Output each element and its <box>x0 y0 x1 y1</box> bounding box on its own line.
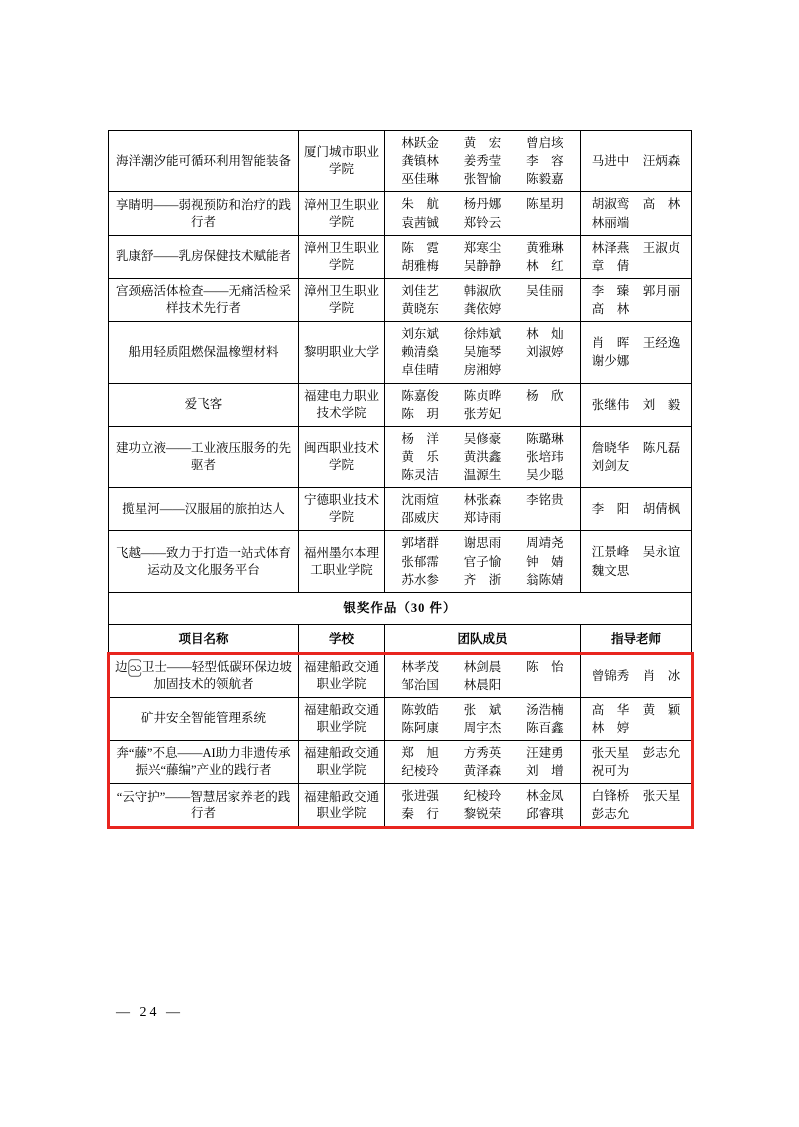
teacher-name: 吴永谊 <box>642 545 681 560</box>
teacher-name: 刘剑友 <box>591 458 630 473</box>
advisor-teachers-cell <box>581 784 692 827</box>
teacher-name <box>636 457 687 475</box>
member-name: 杨 欣 <box>526 388 564 403</box>
project-name-cell: 揽星河——汉服届的旅拍达人 <box>109 488 299 531</box>
member-name: 陈星玥 <box>526 197 564 212</box>
member-name: 郑诗雨 <box>463 511 502 526</box>
team-members-cell <box>385 697 581 740</box>
member-name: 林跃金 <box>401 136 439 150</box>
member-name: 吴佳丽 <box>526 283 564 298</box>
school-name-cell: 厦门城市职业学院 <box>299 131 385 192</box>
teacher-name: 汪炳森 <box>642 154 681 169</box>
member-name <box>514 300 576 318</box>
advisor-teachers-cell <box>581 131 692 192</box>
member-name <box>514 509 576 527</box>
column-header-project: 项目名称 <box>109 624 299 654</box>
teacher-name <box>636 352 687 370</box>
member-name: 林剑晨 <box>463 659 502 674</box>
teacher-name <box>636 719 687 737</box>
member-name: 纪棱玲 <box>463 789 502 804</box>
page-number <box>108 1005 691 1021</box>
team-members-cell <box>385 654 581 697</box>
teacher-name: 江景峰 <box>591 545 630 560</box>
member-name: 杨丹娜 <box>463 197 502 212</box>
team-members-cell <box>385 383 581 426</box>
section-heading-row <box>109 592 692 624</box>
table-row <box>109 192 692 235</box>
member-name: 张培玮 <box>526 449 564 464</box>
school-name-cell: 福建船政交通职业学院 <box>299 654 385 697</box>
school-name-cell: 福建船政交通职业学院 <box>299 741 385 784</box>
teacher-name: 林丽端 <box>591 215 630 230</box>
member-name: 陈灵洁 <box>401 468 439 482</box>
project-name-cell: 建功立液——工业液压服务的先驱者 <box>109 426 299 487</box>
table-row <box>109 235 692 278</box>
teacher-name: 章 倩 <box>591 258 630 273</box>
member-name: 郭堵群 <box>401 536 439 551</box>
school-name-cell: 黎明职业大学 <box>299 322 385 383</box>
team-members-cell <box>385 426 581 487</box>
project-name-cell: “云守护”——智慧居家养老的践行者 <box>109 784 299 827</box>
member-name: 陈 霓 <box>401 240 439 255</box>
member-name: 陈璐琳 <box>526 431 564 446</box>
member-name: 陈 怡 <box>526 659 564 674</box>
member-name: 刘 增 <box>526 764 564 779</box>
school-name-cell: 福建电力职业技术学院 <box>299 383 385 426</box>
member-name: 齐 浙 <box>463 572 502 587</box>
table-row <box>109 654 692 697</box>
project-name-cell: 爱飞客 <box>109 383 299 426</box>
member-name: 黄洪鑫 <box>463 449 502 464</box>
member-name: 温源生 <box>463 468 502 482</box>
school-name-cell: 福建船政交通职业学院 <box>299 784 385 827</box>
member-name: 林 红 <box>526 258 564 273</box>
advisor-teachers-cell <box>581 697 692 740</box>
teacher-name: 彭志允 <box>642 746 681 760</box>
team-members-cell <box>385 235 581 278</box>
teacher-name: 高 华 <box>591 702 630 717</box>
member-name: 曾启垓 <box>526 136 564 150</box>
teacher-name: 高 林 <box>642 197 681 212</box>
member-name: 郑铃云 <box>463 215 502 230</box>
column-header-members: 团队成员 <box>385 624 581 654</box>
advisor-teachers-cell <box>581 383 692 426</box>
table-row <box>109 426 692 487</box>
member-name: 姜秀莹 <box>463 154 502 169</box>
member-name: 朱 航 <box>401 197 439 212</box>
team-members-cell <box>385 192 581 235</box>
teacher-name: 肖 晖 <box>591 336 630 351</box>
teacher-name: 黄 颖 <box>642 702 681 717</box>
teacher-name: 张天星 <box>591 746 630 760</box>
teacher-name <box>636 562 687 580</box>
teacher-name: 彭志允 <box>591 807 630 822</box>
team-members-cell <box>385 278 581 321</box>
school-name-cell: 闽西职业技术学院 <box>299 426 385 487</box>
member-name: 张郁霈 <box>401 554 439 569</box>
member-name: 吴少聪 <box>526 468 564 482</box>
member-name <box>514 361 576 379</box>
member-name: 汪建勇 <box>526 746 564 760</box>
member-name: 周靖尧 <box>526 536 564 551</box>
teacher-name: 马进中 <box>591 154 630 169</box>
member-name: 林张森 <box>463 493 502 508</box>
teacher-name: 詹晓华 <box>591 440 630 455</box>
member-name: 吴静静 <box>463 258 502 273</box>
member-name: 龚依婷 <box>463 302 502 316</box>
member-name: 李铭贵 <box>526 493 564 508</box>
project-name-cell: 边ဩ卫士——轻型低碳环保边坡加固技术的领航者 <box>109 654 299 697</box>
member-name: 方秀英 <box>463 746 502 760</box>
teacher-name: 陈凡磊 <box>642 440 681 455</box>
member-name: 韩淑欣 <box>463 283 502 298</box>
table-row <box>109 278 692 321</box>
school-name-cell: 漳州卫生职业学院 <box>299 192 385 235</box>
teacher-name: 林泽燕 <box>591 240 630 255</box>
advisor-teachers-cell <box>581 278 692 321</box>
advisor-teachers-cell <box>581 426 692 487</box>
team-members-cell <box>385 488 581 531</box>
member-name: 陈敦皓 <box>401 702 439 717</box>
member-name: 陈 玥 <box>401 406 439 421</box>
member-name: 黎锐荣 <box>463 807 502 822</box>
teacher-name: 肖 冰 <box>642 668 681 683</box>
member-name: 赖清燊 <box>401 345 439 360</box>
table-row <box>109 383 692 426</box>
section-heading: 银奖作品（30 件） <box>109 592 692 624</box>
member-name: 陈毅嘉 <box>526 172 564 187</box>
member-name: 陈百鑫 <box>526 720 564 735</box>
teacher-name <box>636 214 687 232</box>
table-row <box>109 741 692 784</box>
school-name-cell: 福建船政交通职业学院 <box>299 697 385 740</box>
teacher-name: 高 林 <box>591 302 630 316</box>
member-name: 张智愉 <box>463 172 502 187</box>
project-name-cell: 飞越——致力于打造一站式体育运动及文化服务平台 <box>109 531 299 592</box>
teacher-name: 王经逸 <box>642 336 681 351</box>
teacher-name <box>636 762 687 780</box>
member-name: 纪棱玲 <box>401 764 439 779</box>
school-name-cell: 漳州卫生职业学院 <box>299 278 385 321</box>
member-name: 林晨阳 <box>463 677 502 692</box>
member-name: 官子愉 <box>463 554 502 569</box>
member-name: 汤浩楠 <box>526 702 564 717</box>
member-name: 徐炜斌 <box>463 327 502 342</box>
table-row <box>109 697 692 740</box>
project-name-cell: 船用轻质阻燃保温橡塑材料 <box>109 322 299 383</box>
member-name: 林金凤 <box>526 789 564 804</box>
teacher-name: 祝可为 <box>591 764 630 779</box>
column-header-school: 学校 <box>299 624 385 654</box>
advisor-teachers-cell <box>581 192 692 235</box>
member-name: 周宇杰 <box>463 720 502 735</box>
advisor-teachers-cell <box>581 322 692 383</box>
member-name: 翁陈婧 <box>526 572 564 587</box>
award-list-table-container <box>108 130 691 828</box>
member-name: 黄 乐 <box>401 449 439 464</box>
member-name: 房湘婷 <box>463 363 502 378</box>
teacher-name: 谢少娜 <box>591 354 630 369</box>
table-row <box>109 322 692 383</box>
team-members-cell <box>385 531 581 592</box>
advisor-teachers-cell <box>581 531 692 592</box>
project-name-cell: 海洋潮汐能可循环利用智能装备 <box>109 131 299 192</box>
teacher-name: 林 婷 <box>591 720 630 735</box>
teacher-name: 白锋桥 <box>591 789 630 804</box>
table-row <box>109 131 692 192</box>
teacher-name: 胡倩枫 <box>642 502 681 517</box>
teacher-name: 郭月丽 <box>642 283 681 298</box>
member-name: 邹治国 <box>401 677 439 692</box>
member-name: 巫佳琳 <box>401 172 439 187</box>
member-name: 张芳妃 <box>463 406 502 421</box>
member-name: 张 斌 <box>463 702 502 717</box>
project-name-cell: 享睛明——弱视预防和治疗的践行者 <box>109 192 299 235</box>
project-name-cell: 宫颈癌活体检查——无痛活检采样技术先行者 <box>109 278 299 321</box>
teacher-name: 张天星 <box>642 789 681 804</box>
team-members-cell <box>385 322 581 383</box>
member-name: 黄泽森 <box>463 764 502 779</box>
project-name-cell: 奔“藤”不息——AI助力非遗传承振兴“藤编”产业的践行者 <box>109 741 299 784</box>
member-name: 黄 宏 <box>463 136 502 150</box>
project-name-cell: 矿井安全智能管理系统 <box>109 697 299 740</box>
advisor-teachers-cell <box>581 488 692 531</box>
member-name <box>514 214 576 232</box>
member-name: 袁茜铖 <box>401 215 439 230</box>
award-list-table <box>108 130 692 828</box>
teacher-name: 张继伟 <box>591 397 630 412</box>
member-name: 杨 洋 <box>401 431 439 446</box>
member-name: 刘佳艺 <box>401 283 439 298</box>
member-name: 龚镇林 <box>401 154 439 169</box>
teacher-name: 曾锦秀 <box>591 668 630 683</box>
table-row <box>109 784 692 827</box>
member-name: 郑 旭 <box>401 746 439 760</box>
member-name: 秦 行 <box>401 807 439 822</box>
project-name-cell: 乳康舒——乳房保健技术赋能者 <box>109 235 299 278</box>
table-row <box>109 531 692 592</box>
teacher-name: 王淑贞 <box>642 240 681 255</box>
member-name: 陈贞晔 <box>463 388 502 403</box>
member-name <box>514 676 576 694</box>
teacher-name: 刘 毅 <box>642 397 681 412</box>
table-row <box>109 488 692 531</box>
member-name: 黄晓东 <box>401 302 439 316</box>
member-name: 林 灿 <box>526 327 564 342</box>
member-name: 胡雅梅 <box>401 258 439 273</box>
member-name: 刘东斌 <box>401 327 439 342</box>
teacher-name <box>636 300 687 318</box>
team-members-cell <box>385 741 581 784</box>
member-name: 苏水参 <box>401 572 439 587</box>
member-name: 沈雨煊 <box>401 493 439 508</box>
member-name: 陈嘉俊 <box>401 388 439 403</box>
teacher-name: 李 阳 <box>591 502 630 517</box>
school-name-cell: 福州墨尔本理工职业学院 <box>299 531 385 592</box>
teacher-name <box>636 257 687 275</box>
teacher-name <box>636 805 687 823</box>
teacher-name: 胡淑鸾 <box>591 197 630 212</box>
school-name-cell: 宁德职业技术学院 <box>299 488 385 531</box>
advisor-teachers-cell <box>581 741 692 784</box>
member-name: 卓佳晴 <box>401 363 439 378</box>
team-members-cell <box>385 131 581 192</box>
advisor-teachers-cell <box>581 235 692 278</box>
advisor-teachers-cell <box>581 654 692 697</box>
member-name: 陈阿康 <box>401 720 439 735</box>
member-name: 邵威庆 <box>401 511 439 526</box>
page-number-text: — 24 — <box>116 1005 183 1020</box>
member-name: 刘淑婷 <box>526 345 564 360</box>
member-name: 黄雅琳 <box>526 240 564 255</box>
column-header-teachers: 指导老师 <box>581 624 692 654</box>
table-header-row <box>109 624 692 654</box>
member-name: 谢思雨 <box>463 536 502 551</box>
member-name: 钟 婧 <box>526 554 564 569</box>
member-name: 张进强 <box>401 789 439 804</box>
member-name: 邱睿琪 <box>526 807 564 822</box>
member-name: 李 容 <box>526 154 564 169</box>
teacher-name: 李 臻 <box>591 283 630 298</box>
member-name: 林孝茂 <box>401 659 439 674</box>
member-name: 吴修豪 <box>463 431 502 446</box>
school-name-cell: 漳州卫生职业学院 <box>299 235 385 278</box>
member-name: 吴施琴 <box>463 345 502 360</box>
team-members-cell <box>385 784 581 827</box>
member-name <box>514 405 576 423</box>
teacher-name: 魏文思 <box>591 563 630 578</box>
member-name: 郑寒尘 <box>463 240 502 255</box>
